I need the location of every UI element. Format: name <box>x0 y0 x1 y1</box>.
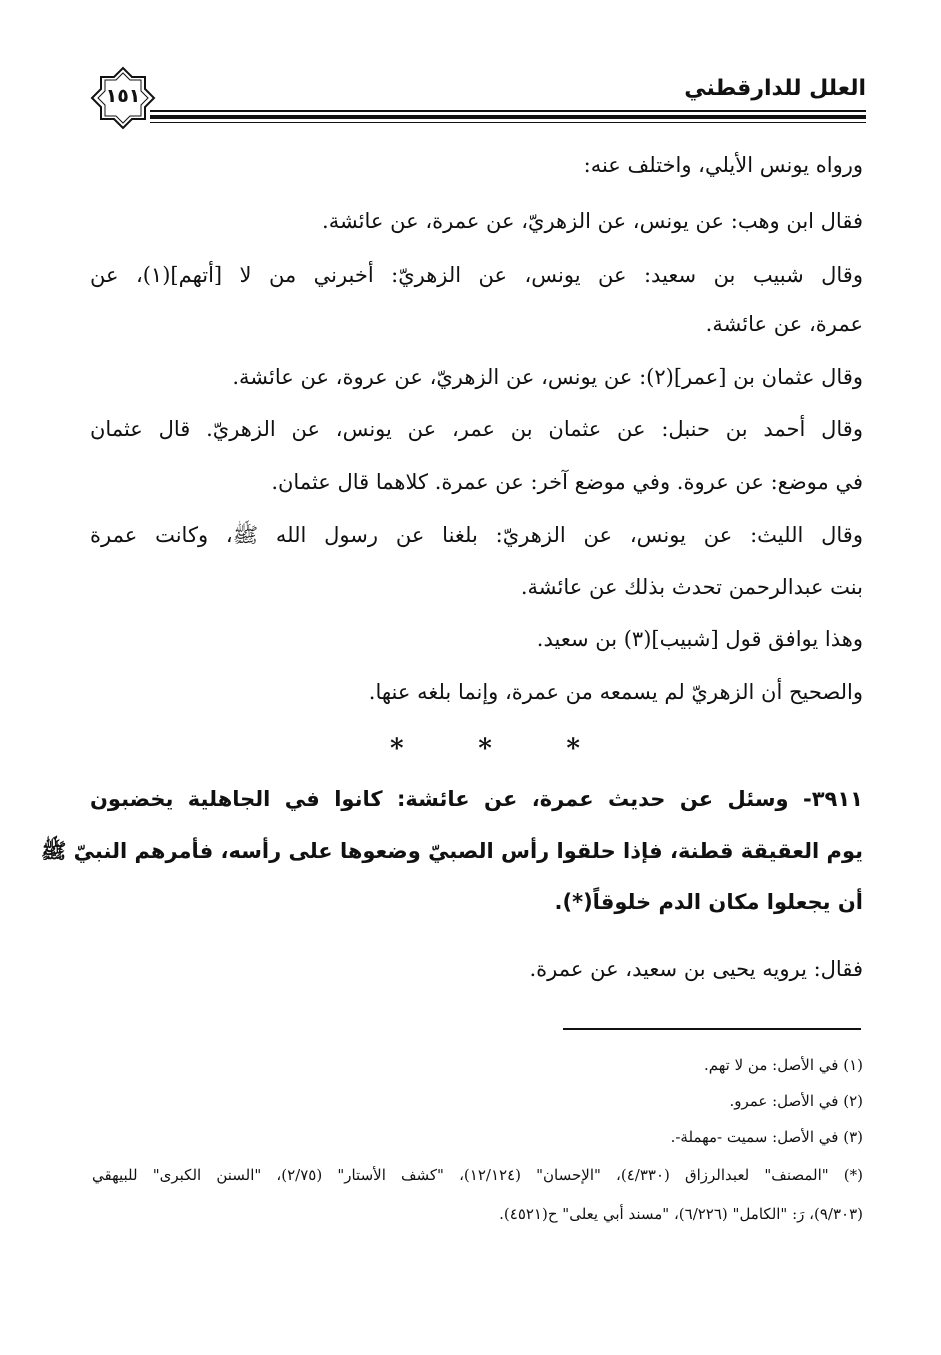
answer-line: فقال: يرويه يحيى بن سعيد، عن عمرة. <box>529 957 863 981</box>
footnote: (٢) في الأصل: عمرو. <box>729 1092 863 1110</box>
header-rule-top <box>150 110 866 112</box>
section-separator <box>390 734 580 764</box>
footnote-divider <box>563 1028 861 1030</box>
header-rule-middle <box>150 115 866 119</box>
text-line: بنت عبدالرحمن تحدث بذلك عن عائشة. <box>520 575 863 599</box>
text-line: وقال أحمد بن حنبل: عن عثمان بن عمر، عن يونس، عن الزهريّ. قال عثمان <box>90 417 863 441</box>
page-number: ١٥١ <box>105 85 141 107</box>
text-line: والصحيح أن الزهريّ لم يسمعه من عمرة، وإنما بلغه عنها. <box>368 680 863 704</box>
text-line: وقال الليث: عن يونس، عن الزهريّ: بلغنا عن رسول الله ﷺ، وكانت عمرة <box>90 523 863 547</box>
text-line: وقال شبيب بن سعيد: عن يونس، عن الزهريّ: أخبرني من لا [أتهم](١)، عن <box>90 263 863 287</box>
text-line: في موضع: عن عروة. وفي موضع آخر: عن عمرة. كلاهما قال عثمان. <box>271 470 863 494</box>
hadith-line: يوم العقيقة قطنة، فإذا حلقوا رأس الصبيّ وضعوها على رأسه، فأمرهم النبيّ ﷺ <box>41 839 863 863</box>
footnote: (١) في الأصل: من لا تهم. <box>703 1056 863 1074</box>
separator-star: * <box>478 734 492 764</box>
footnote: (٣) في الأصل: سميت -مهملة-. <box>670 1128 863 1146</box>
hadith-line: أن يجعلوا مكان الدم خلوقاً(*). <box>554 890 863 914</box>
footnote: (*) "المصنف" لعبدالرزاق (٤/٣٣٠)، "الإحسان" (١٢/١٢٤)، "كشف الأستار" (٢/٧٥)، "السنن الكبرى" للبيهقي <box>92 1166 863 1184</box>
text-line: عمرة، عن عائشة. <box>705 312 863 336</box>
header-rule-bottom <box>150 122 866 123</box>
separator-star: * <box>390 734 404 764</box>
separator-star: * <box>566 734 580 764</box>
hadith-line: ٣٩١١- وسئل عن حديث عمرة، عن عائشة: كانوا في الجاهلية يخضبون <box>90 787 863 811</box>
running-header <box>88 66 866 130</box>
book-title: العلل للدارقطني <box>684 76 866 101</box>
footnote-continuation: (٩/٣٠٣)، رَ: "الكامل" (٦/٢٢٦)، "مسند أبي يعلى" ح(٤٥٢١). <box>499 1205 863 1223</box>
text-line: ورواه يونس الأيلي، واختلف عنه: <box>583 153 863 177</box>
text-line: وقال عثمان بن [عمر](٢): عن يونس، عن الزهريّ، عن عروة، عن عائشة. <box>232 365 863 389</box>
text-line: فقال ابن وهب: عن يونس، عن الزهريّ، عن عمرة، عن عائشة. <box>322 209 863 233</box>
text-line: وهذا يوافق قول [شبيب](٣) بن سعيد. <box>536 627 863 651</box>
